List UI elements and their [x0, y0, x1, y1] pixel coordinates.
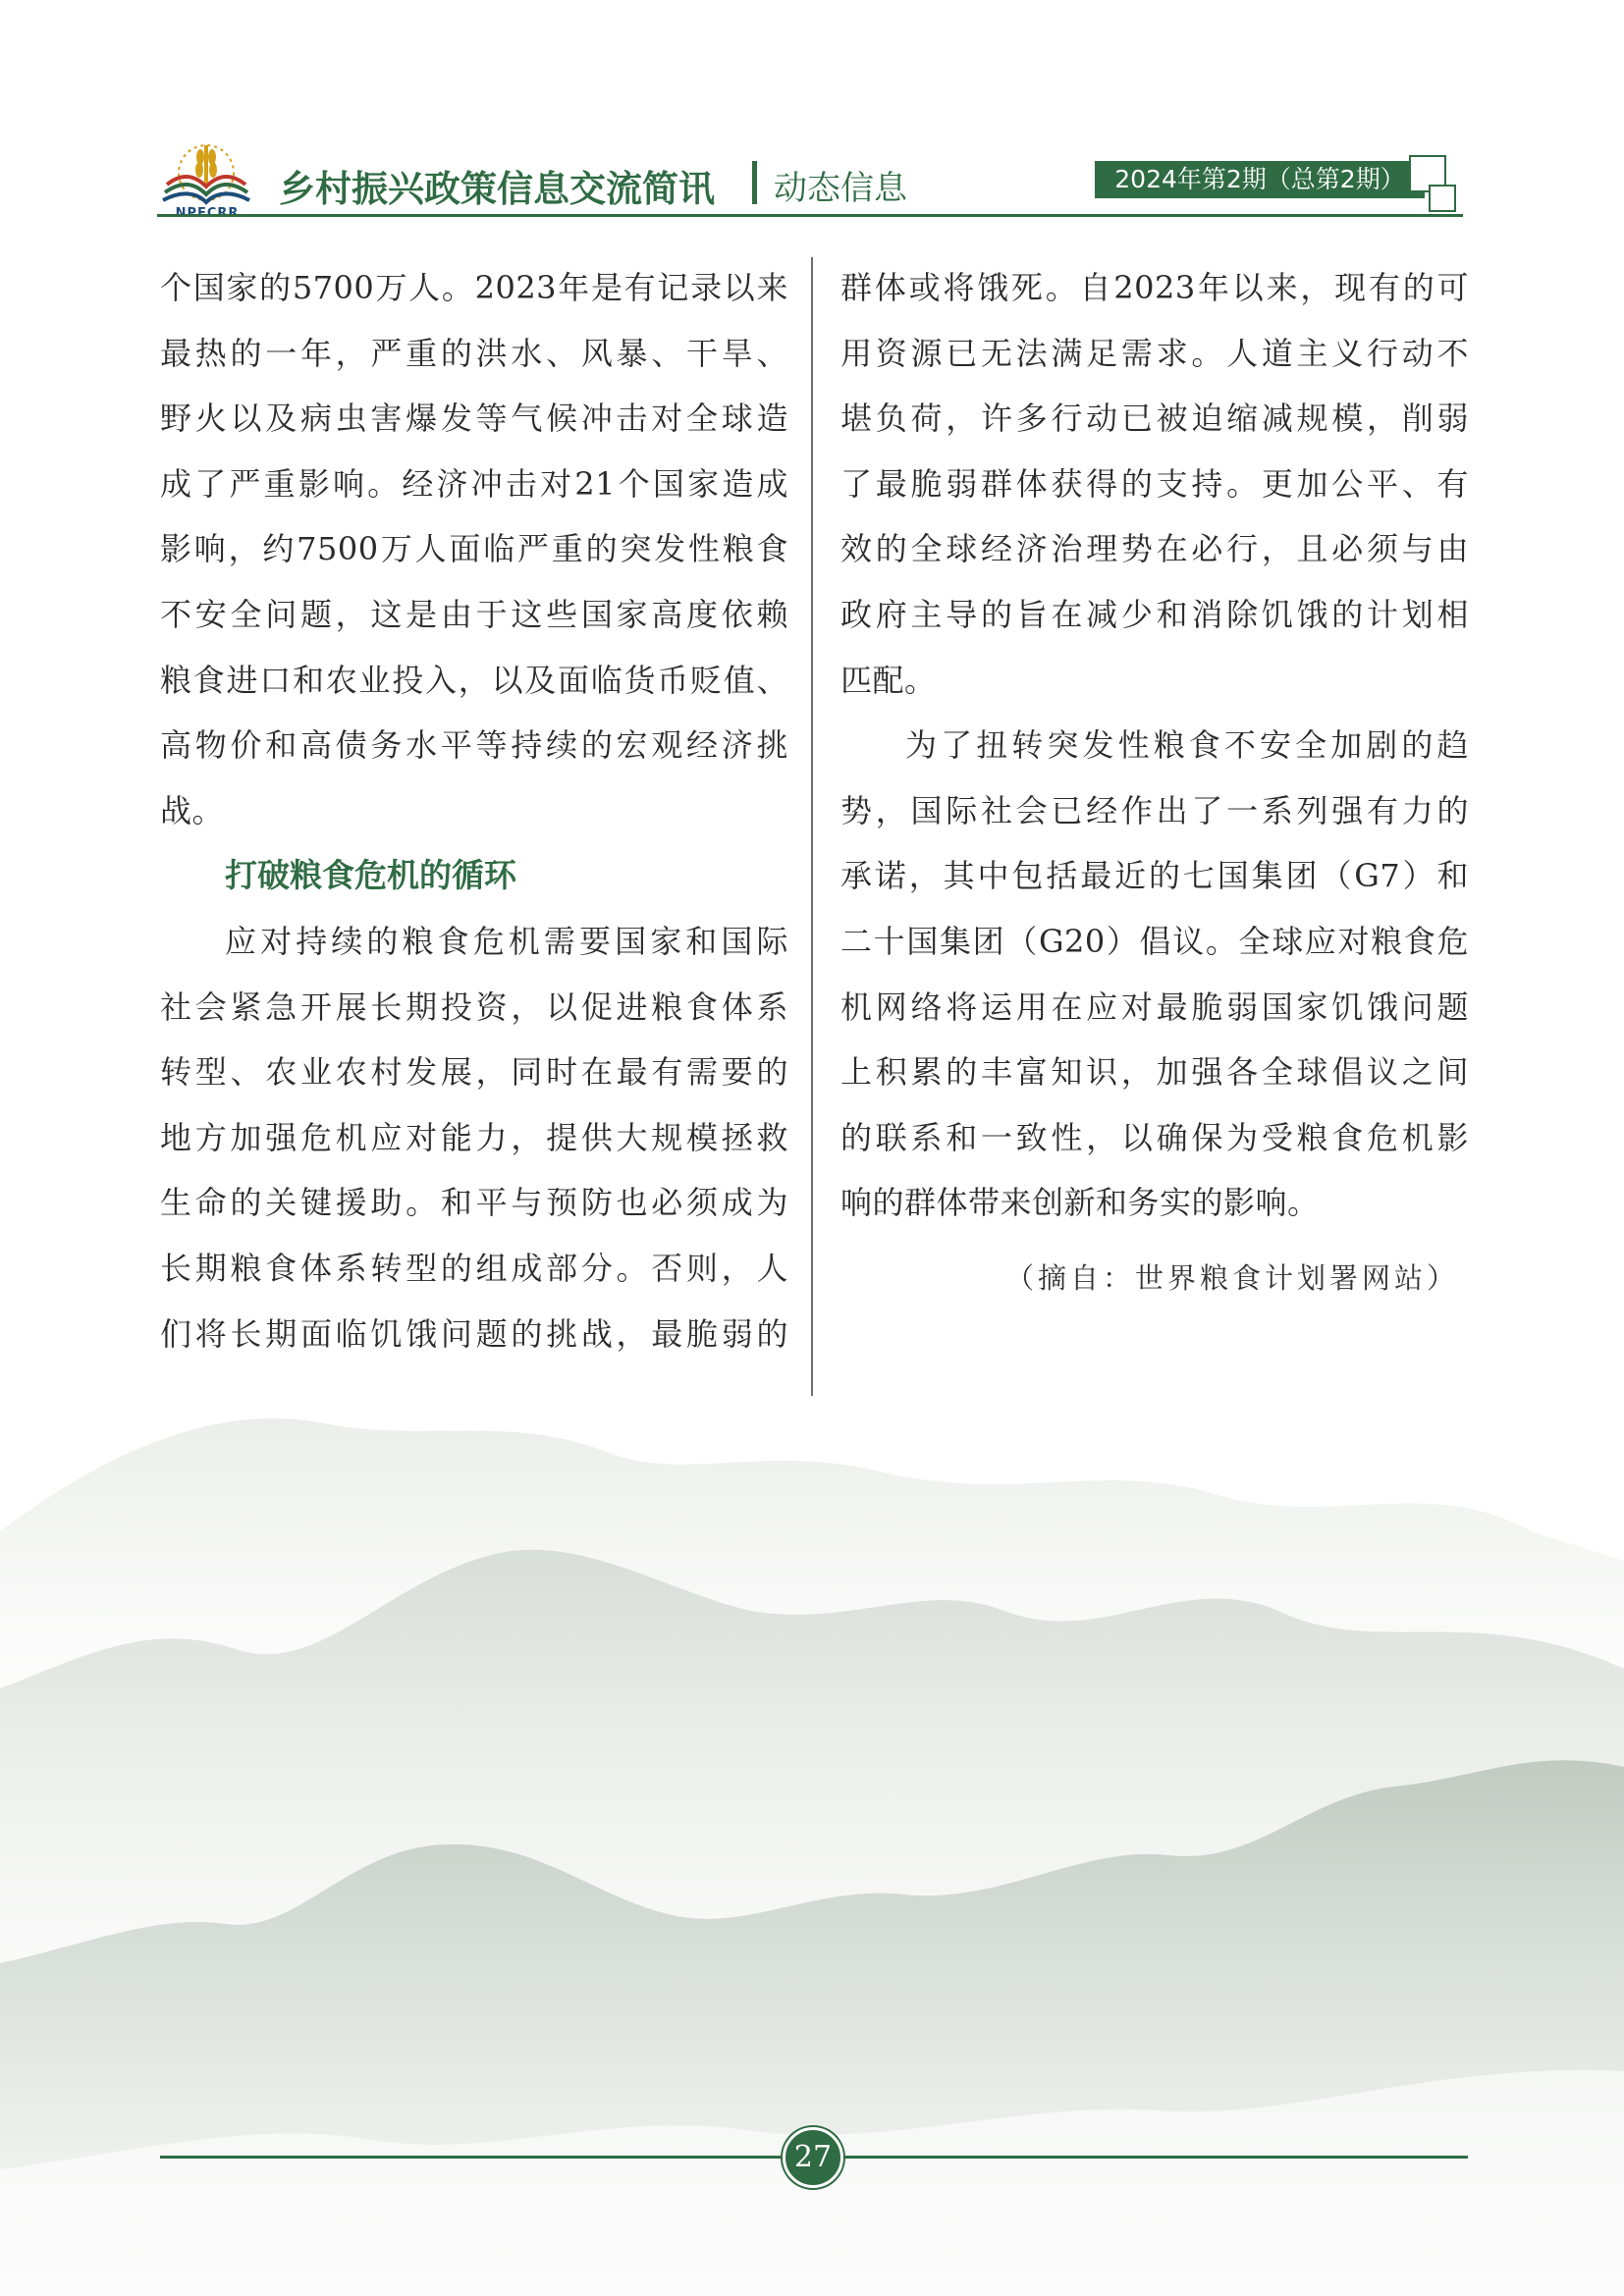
left-column — [160, 255, 788, 1366]
text-line: 地方加强危机应对能力，提供大规模拯救 — [160, 1118, 788, 1156]
column-divider — [811, 257, 813, 1396]
issue-label: 2024年第2期（总第2期） — [1095, 161, 1425, 198]
text-line: 们将长期面临饥饿问题的挑战，最脆弱的 — [160, 1314, 788, 1353]
header-rule — [157, 214, 1463, 217]
text-line: 二十国集团（G20）倡议。全球应对粮食危 — [840, 922, 1469, 960]
text-line: 战。 — [160, 791, 225, 829]
text-line: 高物价和高债务水平等持续的宏观经济挑 — [160, 726, 788, 765]
text-line: 为了扭转突发性粮食不安全加剧的趋 — [905, 726, 1469, 765]
text-line: 社会紧急开展长期投资，以促进粮食体系 — [160, 988, 788, 1026]
text-line: 最热的一年，严重的洪水、风暴、干旱、 — [160, 334, 788, 372]
text-line: 用资源已无法满足需求。人道主义行动不 — [840, 334, 1469, 372]
publication-title: 乡村振兴政策信息交流简讯 — [279, 168, 715, 210]
text-line: 野火以及病虫害爆发等气候冲击对全球造 — [160, 400, 788, 438]
corner-decoration-small — [1429, 185, 1456, 212]
text-line: 匹配。 — [840, 661, 937, 699]
text-line: 转型、农业农村发展，同时在最有需要的 — [160, 1053, 788, 1092]
text-line: 了最脆弱群体获得的支持。更加公平、有 — [840, 464, 1469, 503]
text-line: 成了严重影响。经济冲击对21个国家造成 — [160, 464, 788, 503]
text-line: 生命的关键援助。和平与预防也必须成为 — [160, 1184, 788, 1222]
section-heading: 打破粮食危机的循环 — [225, 856, 516, 895]
text-line: 群体或将饿死。自2023年以来，现有的可 — [840, 269, 1469, 306]
text-line: 上积累的丰富知识，加强各全球倡议之间 — [840, 1053, 1469, 1092]
title-separator — [752, 161, 757, 204]
text-line: 承诺，其中包括最近的七国集团（G7）和 — [840, 857, 1469, 895]
text-line: 不安全问题，这是由于这些国家高度依赖 — [160, 595, 788, 633]
text-line: 粮食进口和农业投入，以及面临货币贬值、 — [160, 661, 788, 699]
text-line: 应对持续的粮食危机需要国家和国际 — [225, 922, 788, 960]
footer-rule-left — [160, 2156, 781, 2159]
text-line: 政府主导的旨在减少和消除饥饿的计划相 — [840, 595, 1469, 633]
text-line: 机网络将运用在应对最脆弱国家饥饿问题 — [840, 988, 1469, 1026]
section-name: 动态信息 — [774, 169, 907, 208]
right-column — [840, 255, 1469, 1310]
footer-rule-right — [842, 2156, 1468, 2159]
text-line: 势，国际社会已经作出了一系列强有力的 — [840, 791, 1469, 829]
text-line: 影响，约7500万人面临严重的突发性粮食 — [160, 530, 788, 568]
text-line: 个国家的5700万人。2023年是有记录以来 — [160, 269, 788, 306]
page-header — [157, 137, 1468, 226]
text-line: 的联系和一致性，以确保为受粮食危机影 — [840, 1118, 1469, 1156]
text-line: 堪负荷，许多行动已被迫缩减规模，削弱 — [840, 400, 1469, 438]
text-line: 响的群体带来创新和务实的影响。 — [840, 1184, 1320, 1222]
text-line: 长期粮食体系转型的组成部分。否则，人 — [160, 1249, 788, 1287]
text-line: 效的全球经济治理势在必行，且必须与由 — [840, 530, 1469, 568]
source-note: （摘自：世界粮食计划署网站） — [1004, 1260, 1459, 1295]
page-number: 27 — [783, 2127, 843, 2188]
